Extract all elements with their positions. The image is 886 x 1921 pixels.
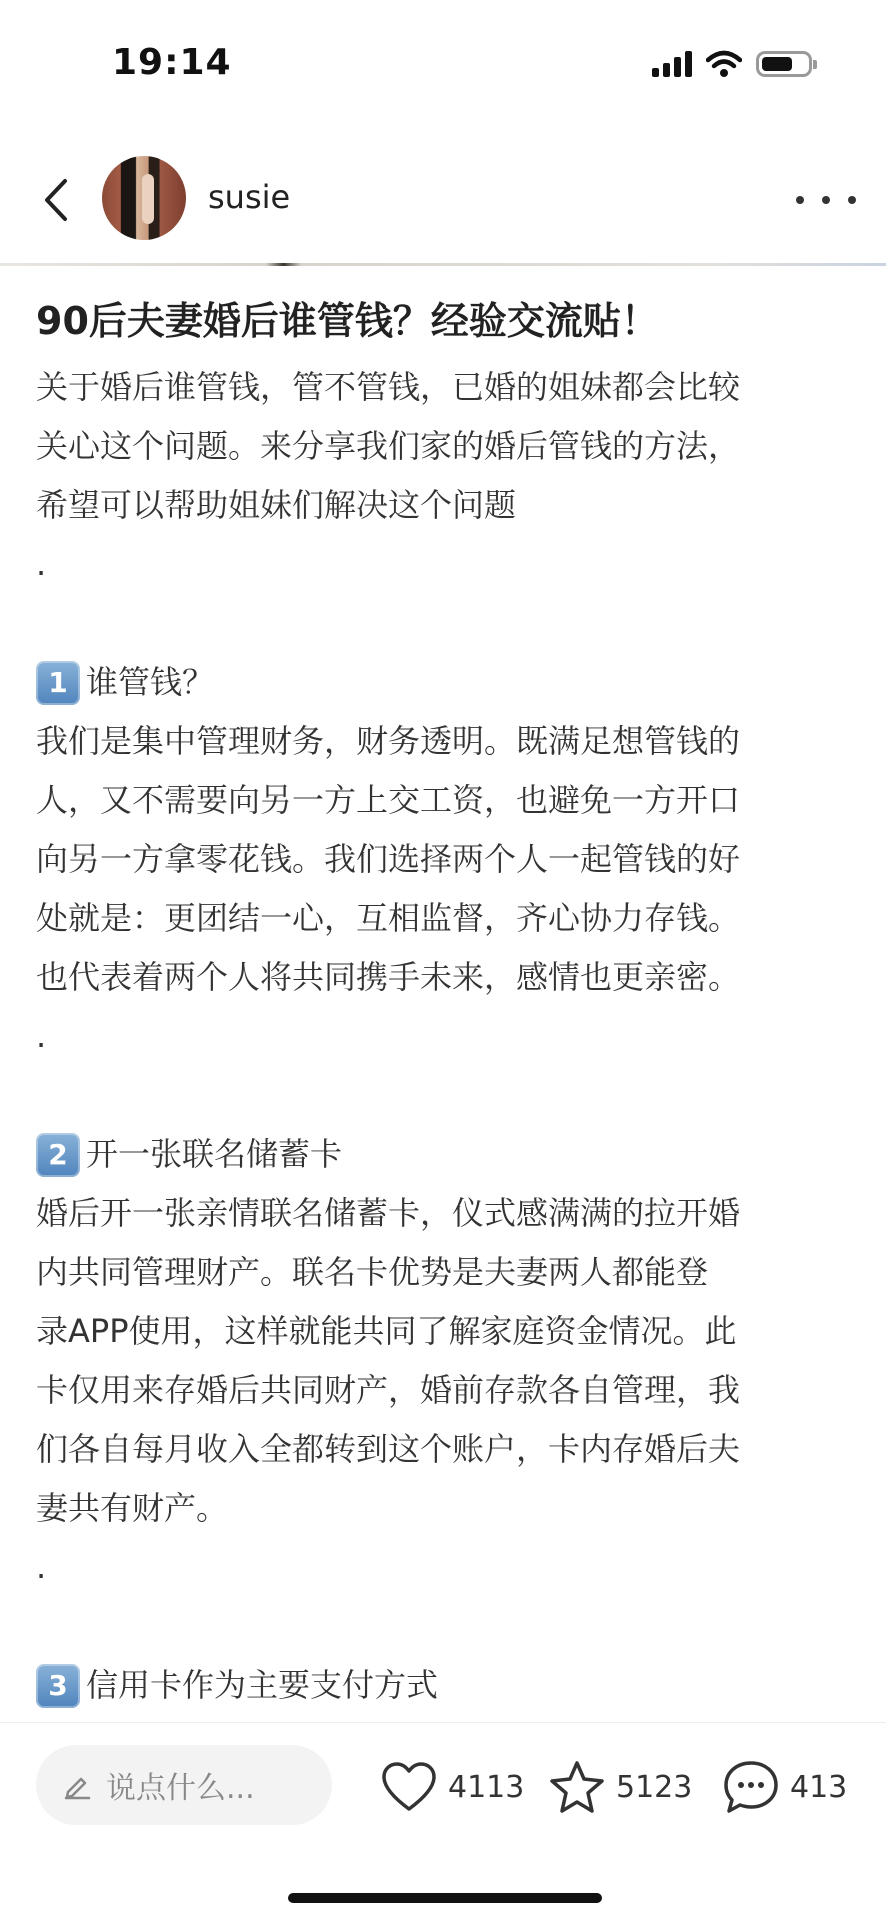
more-options-button[interactable] xyxy=(796,180,856,220)
favorite-button[interactable] xyxy=(548,1757,692,1817)
comment-placeholder: 说点什么... xyxy=(106,1771,255,1806)
home-indicator[interactable] xyxy=(288,1893,602,1903)
status-icons xyxy=(652,48,812,80)
back-button[interactable] xyxy=(36,170,76,230)
like-count: 4113 xyxy=(448,1769,525,1805)
status-time: 19:14 xyxy=(112,42,232,83)
number-2-icon: 2 xyxy=(36,1133,80,1177)
bottom-action-bar xyxy=(0,1722,886,1921)
pencil-icon xyxy=(62,1770,92,1800)
separator-dot: . xyxy=(36,1017,47,1055)
number-1-icon: 1 xyxy=(36,661,80,705)
intro-paragraph: 关于婚后谁管钱，管不管钱，已婚的姐妹都会比较 关心这个问题。来分享我们家的婚后管钱的方法， 希望可以帮助姐妹们解决这个问题 xyxy=(36,368,741,524)
battery-icon xyxy=(756,51,812,77)
cellular-signal-icon xyxy=(652,51,692,77)
comment-count: 413 xyxy=(790,1769,848,1805)
section-heading: 2 开一张联名储蓄卡 xyxy=(36,1125,856,1184)
post-content xyxy=(36,290,856,1715)
section-heading: 1 谁管钱？ xyxy=(36,653,856,712)
favorite-count: 5123 xyxy=(616,1769,693,1805)
chevron-left-icon xyxy=(43,177,69,223)
heart-icon xyxy=(380,1761,438,1813)
like-button[interactable] xyxy=(380,1757,524,1817)
comment-input[interactable] xyxy=(36,1745,332,1825)
comment-bubble-icon xyxy=(722,1759,780,1815)
section-1-body: 我们是集中管理财务，财务透明。既满足想管钱的 人，又不需要向另一方上交工资，也避免一方开口 向另一方拿零花钱。我们选择两个人一起管钱的好 处就是：更团结一心，互相监督，齐心协力存钱。 也代表着两个人将共同携手未来，感情也更亲密。 xyxy=(36,722,741,996)
separator-dot: . xyxy=(36,1548,47,1586)
star-icon xyxy=(548,1759,606,1815)
separator-dot: . xyxy=(36,545,47,583)
more-dots-icon xyxy=(796,196,804,204)
number-3-icon: 3 xyxy=(36,1664,80,1708)
post-title: 90后夫妻婚后谁管钱？经验交流贴！ xyxy=(36,299,659,343)
header-divider xyxy=(0,263,886,266)
wifi-icon xyxy=(706,50,742,78)
section-2-body: 婚后开一张亲情联名储蓄卡，仪式感满满的拉开婚 内共同管理财产。联名卡优势是夫妻两人都能登 录APP使用，这样就能共同了解家庭资金情况。此 卡仅用来存婚后共同财产，婚前存款各自管理，我 们各自每月收入全都转到这个账户，卡内存婚后夫 妻共有财产。 xyxy=(36,1194,741,1527)
section-heading: 3 信用卡作为主要支付方式 xyxy=(36,1656,856,1715)
status-bar xyxy=(0,0,886,130)
comment-button[interactable] xyxy=(722,1757,847,1817)
avatar[interactable] xyxy=(102,156,186,240)
author-username[interactable]: susie xyxy=(208,178,291,216)
post-header xyxy=(0,150,886,260)
